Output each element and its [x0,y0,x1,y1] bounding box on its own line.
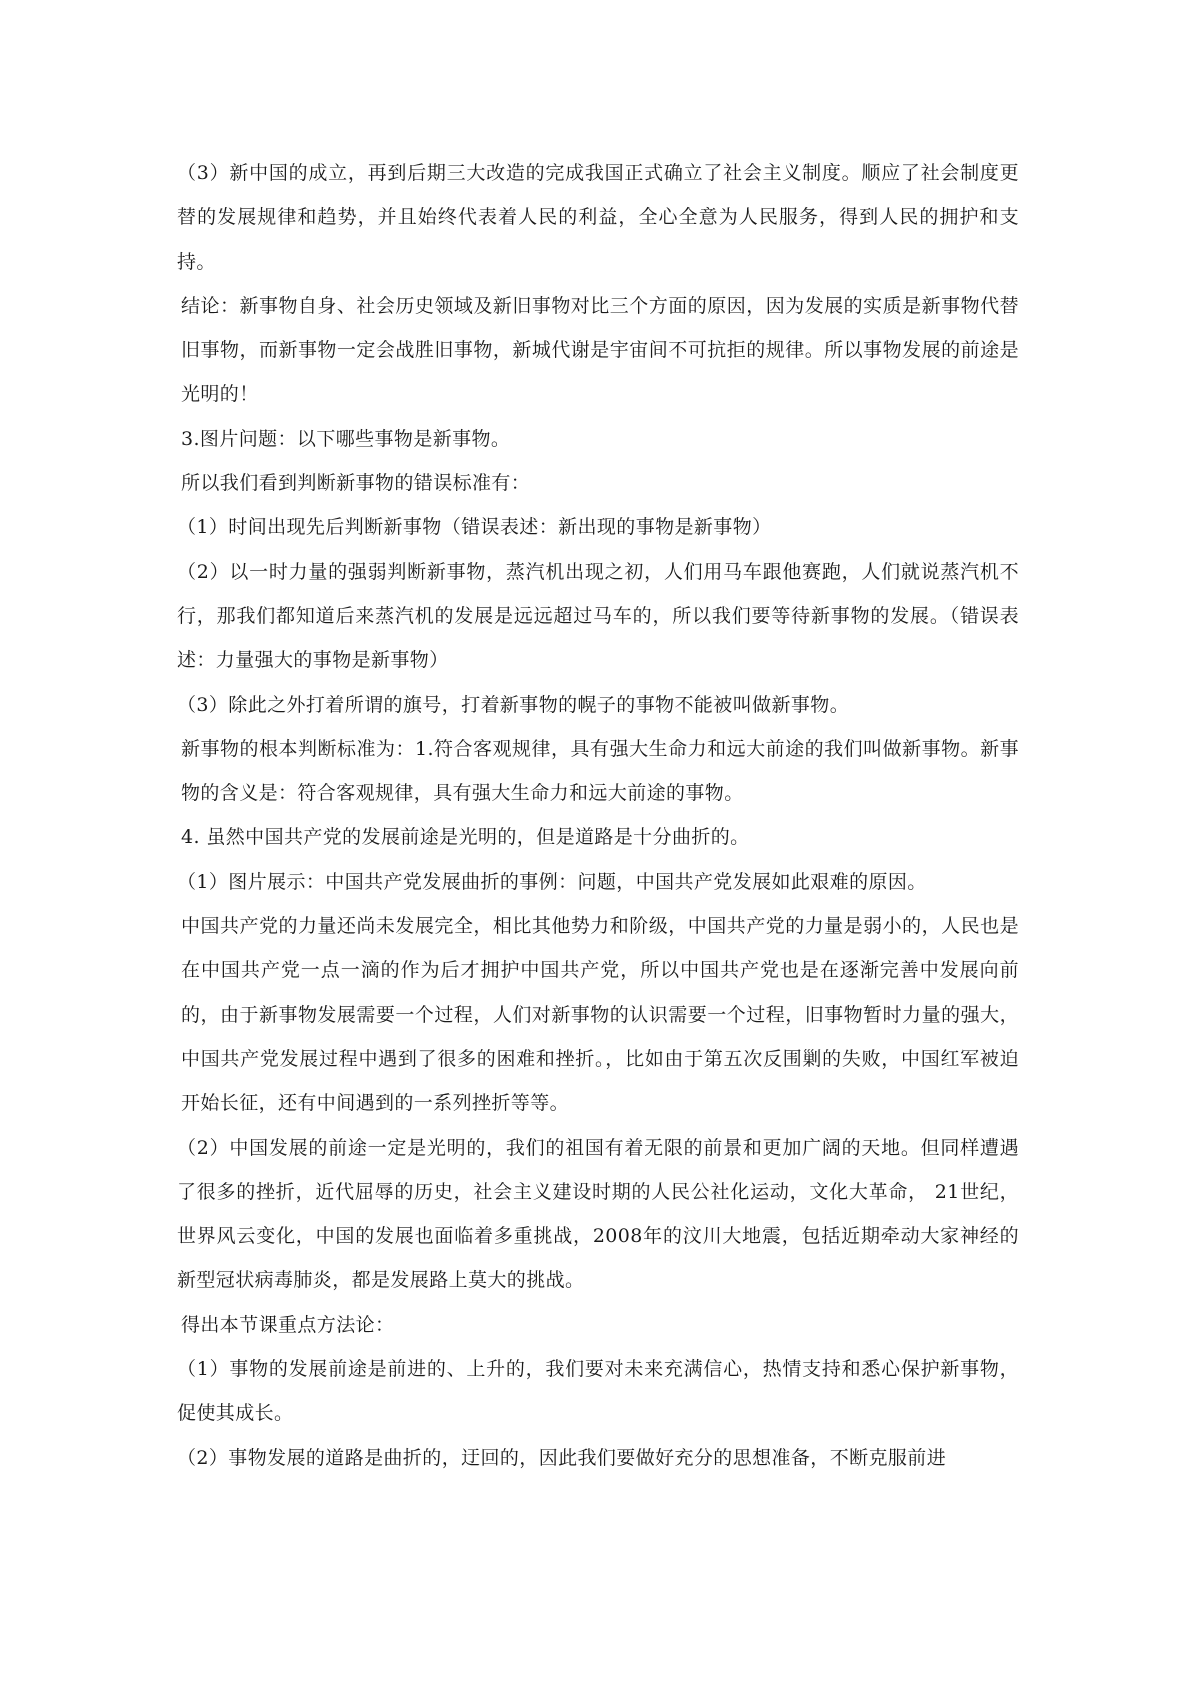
document-body [177,151,1019,1480]
list-item: （1）事物的发展前途是前进的、上升的，我们要对未来充满信心，热情支持和悉心保护新事物，促使其成长。 [177,1358,1019,1425]
paragraph: 中国共产党的力量还尚未发展完全，相比其他势力和阶级，中国共产党的力量是弱小的，人民也是在中国共产党一点一滴的作为后才拥护中国共产党，所以中国共产党也是在逐渐完善中发展向前的，由于新事物发展需要一个过程，人们对新事物的认识需要一个过程，旧事物暂时力量的强大，中国共产党发展过程中遇到了很多的困难和挫折。，比如由于第五次反围剿的失败，中国红军被迫开始长征，还有中间遇到的一系列挫折等等。 [181,915,1019,1115]
list-item: （1）时间出现先后判断新事物（错误表述：新出现的事物是新事物） [177,516,772,539]
list-item: （3）除此之外打着所谓的旗号，打着新事物的幌子的事物不能被叫做新事物。 [177,693,850,716]
conclusion-paragraph: 结论：新事物自身、社会历史领域及新旧事物对比三个方面的原因，因为发展的实质是新事物代替旧事物，而新事物一定会战胜旧事物，新城代谢是宇宙间不可抗拒的规律。所以事物发展的前途是光明的！ [181,294,1019,406]
list-item: （2）以一时力量的强弱判断新事物，蒸汽机出现之初，人们用马车跟他赛跑，人们就说蒸汽机不行，那我们都知道后来蒸汽机的发展是远远超过马车的，所以我们要等待新事物的发展。（错误表述：力量强大的事物是新事物） [177,560,1019,672]
paragraph: 所以我们看到判断新事物的错误标准有： [181,472,531,495]
section-heading: 4. 虽然中国共产党的发展前途是光明的，但是道路是十分曲折的。 [181,826,750,849]
section-heading: 3.图片问题：以下哪些事物是新事物。 [181,427,511,450]
list-item: （1）图片展示：中国共产党发展曲折的事例：问题，中国共产党发展如此艰难的原因。 [177,870,927,893]
paragraph: 新事物的根本判断标准为：1.符合客观规律，具有强大生命力和远大前途的我们叫做新事物。新事物的含义是：符合客观规律，具有强大生命力和远大前途的事物。 [181,737,1019,805]
list-item: （2）中国发展的前途一定是光明的，我们的祖国有着无限的前景和更加广阔的天地。但同样遭遇了很多的挫折，近代屈辱的历史，社会主义建设时期的人民公社化运动，文化大革命， 21世纪，世界风云变化，中国的发展也面临着多重挑战，2008年的汶川大地震，包括近期牵动大家神经的新型冠状病毒肺炎，都是发展路上莫大的挑战。 [177,1136,1019,1292]
list-item: （2）事物发展的道路是曲折的，迂回的，因此我们要做好充分的思想准备，不断克服前进 [177,1446,947,1469]
paragraph: （3）新中国的成立，再到后期三大改造的完成我国正式确立了社会主义制度。顺应了社会制度更替的发展规律和趋势，并且始终代表着人民的利益，全心全意为人民服务，得到人民的拥护和支持。 [177,162,1019,273]
paragraph: 得出本节课重点方法论： [181,1313,395,1336]
